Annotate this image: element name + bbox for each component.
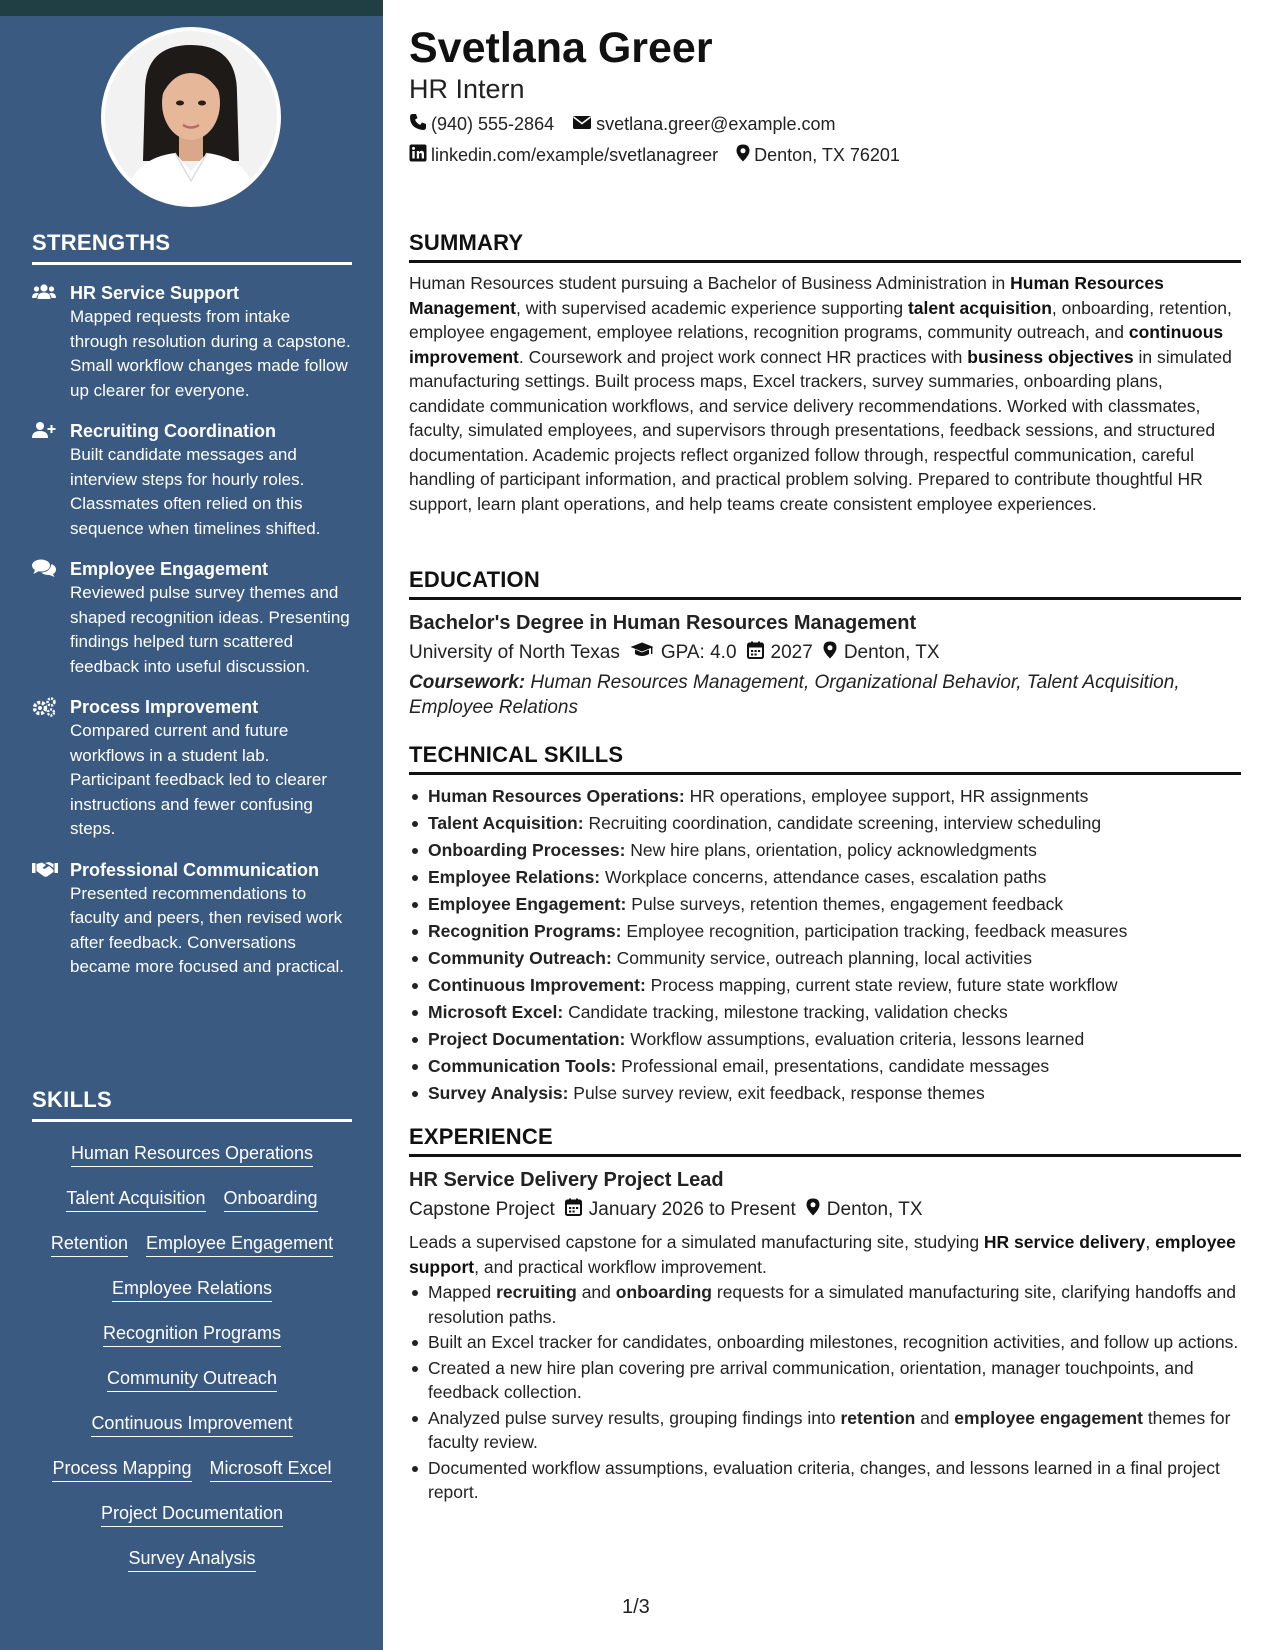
strength-title: Process Improvement — [70, 697, 259, 717]
contact-line — [409, 113, 835, 136]
skill-tag: Employee Engagement — [146, 1232, 333, 1257]
comments-icon — [32, 557, 70, 679]
candidate-role: HR Intern — [409, 74, 525, 104]
candidate-name: Svetlana Greer — [409, 24, 713, 72]
users-icon — [32, 281, 70, 403]
list-item: Documented workflow assumptions, evaluation criteria, changes, and lessons learned in a final project report. — [409, 1456, 1241, 1505]
skills-heading: SKILLS — [32, 1087, 352, 1122]
strength-title: Professional Communication — [70, 859, 320, 880]
education-heading: EDUCATION — [409, 567, 1241, 600]
skill-tag: Employee Relations — [112, 1277, 272, 1302]
map-pin-icon — [736, 144, 750, 167]
email-address: svetlana.greer@example.com — [596, 114, 836, 134]
list-item: Built an Excel tracker for candidates, onboarding milestones, recognition activities, and follow up actions. — [409, 1330, 1241, 1355]
strength-description: Built candidate messages and interview steps for hourly roles. Classmates often relied on this sequence when timelines shifted. — [70, 445, 321, 538]
contact-line — [409, 144, 900, 167]
gears-icon — [32, 695, 70, 842]
list-item: Project Documentation: Workflow assumptions, evaluation criteria, lessons learned — [409, 1026, 1241, 1053]
job-summary: Leads a supervised capstone for a simulated manufacturing site, studying HR service delivery, employee support, and practical workflow improvement. — [409, 1232, 1236, 1277]
coursework — [409, 671, 1241, 720]
location-contact — [736, 144, 900, 167]
summary-heading: SUMMARY — [409, 230, 1241, 263]
phone-icon — [409, 113, 427, 136]
skill-tag: Recognition Programs — [103, 1322, 281, 1347]
list-item: Employee Relations: Workplace concerns, attendance cases, escalation paths — [409, 864, 1241, 891]
experience-location-item — [806, 1198, 923, 1222]
handshake-icon — [32, 858, 70, 980]
summary-text: Human Resources student pursuing a Bachelor of Business Administration in Human Resources Management, with supervised academic experience supporting talent acquisition, onboarding, retention, employee engagement, employee relations, recognition programs, community outreach, and continuous improvement. Coursework and project work connect HR practices with business objectives in simulated manufacturing settings. Built process maps, Excel trackers, survey summaries, onboarding plans, candidate communication workflows, and service delivery recommendations. Worked with classmates, faculty, simulated employees, and supervisors through presentations, feedback sessions, and structured documentation. Academic projects reflect organized follow through, respectful communication, careful handling of participant information, and practical problem solving. Prepared to contribute thoughtful HR support, learn plant operations, and help teams create consistent employee experiences. — [409, 273, 1232, 514]
skill-tag: Project Documentation — [101, 1502, 283, 1527]
calendar-icon — [747, 641, 764, 665]
linkedin-icon — [409, 144, 427, 167]
strength-item — [32, 695, 352, 842]
education-section — [409, 567, 1241, 720]
job-dates: January 2026 to Present — [588, 1199, 796, 1220]
graduation-year: 2027 — [770, 642, 813, 663]
experience-heading: EXPERIENCE — [409, 1124, 1241, 1157]
list-item: Talent Acquisition: Recruiting coordination, candidate screening, interview scheduling — [409, 810, 1241, 837]
skill-tag: Retention — [51, 1232, 128, 1257]
strength-title: Recruiting Coordination — [70, 421, 276, 441]
linkedin-contact — [409, 144, 718, 167]
sidebar-top-bar — [0, 0, 383, 16]
education-meta — [409, 641, 1241, 665]
job-title: HR Service Delivery Project Lead — [409, 1169, 724, 1191]
list-item: Created a new hire plan covering pre arrival communication, orientation, manager touchpoints, and feedback collection. — [409, 1356, 1241, 1405]
skill-row — [32, 1447, 352, 1492]
skill-row — [32, 1222, 352, 1267]
skill-tag: Continuous Improvement — [91, 1412, 292, 1437]
user-plus-icon — [32, 419, 70, 541]
list-item: Mapped recruiting and onboarding requests for a simulated manufacturing site, clarifying handoffs and resolution paths. — [409, 1280, 1241, 1329]
strength-title: HR Service Support — [70, 283, 240, 303]
technical-skills-list — [409, 783, 1241, 1107]
graduation-cap-icon — [630, 642, 654, 664]
organization-name: Capstone Project — [409, 1199, 555, 1220]
profile-photo — [101, 27, 281, 207]
skill-tag: Talent Acquisition — [66, 1187, 205, 1212]
list-item: Analyzed pulse survey results, grouping findings into retention and employee engagement themes for faculty review. — [409, 1406, 1241, 1455]
strength-description: Compared current and future workflows in a student lab. Participant feedback led to clearer instructions and fewer confusing steps. — [70, 721, 328, 838]
degree-title: Bachelor's Degree in Human Resources Management — [409, 612, 917, 634]
strengths-section — [32, 230, 352, 980]
technical-skills-heading: TECHNICAL SKILLS — [409, 742, 1241, 775]
skills-tags — [32, 1132, 352, 1582]
list-item: Survey Analysis: Pulse survey review, exit feedback, response themes — [409, 1080, 1241, 1107]
skill-tag: Onboarding — [224, 1187, 318, 1212]
experience-bullets — [409, 1280, 1241, 1505]
email-contact — [572, 114, 835, 135]
skill-row — [32, 1177, 352, 1222]
location-text: Denton, TX 76201 — [754, 145, 900, 165]
coursework-list: Human Resources Management, Organizational Behavior, Talent Acquisition, Employee Relations — [409, 672, 1180, 718]
page-number: 1/3 — [622, 1596, 650, 1618]
skill-row — [32, 1402, 352, 1447]
skill-row — [32, 1492, 352, 1537]
strength-item — [32, 281, 352, 403]
envelope-icon — [572, 114, 592, 135]
skill-tag: Survey Analysis — [128, 1547, 255, 1572]
skill-tag: Process Mapping — [52, 1457, 191, 1482]
technical-skills-section — [409, 742, 1241, 1107]
skills-section — [32, 1087, 352, 1582]
experience-meta — [409, 1198, 1241, 1222]
skill-row — [32, 1357, 352, 1402]
skill-row — [32, 1312, 352, 1357]
strength-item — [32, 557, 352, 679]
strength-description: Reviewed pulse survey themes and shaped recognition ideas. Presenting findings helped turn scattered feedback into useful discussion. — [70, 583, 350, 676]
skill-row — [32, 1537, 352, 1582]
map-pin-icon — [823, 641, 837, 665]
strength-description: Mapped requests from intake through resolution during a capstone. Small workflow changes made follow up clearer for everyone. — [70, 307, 351, 400]
skill-tag: Community Outreach — [107, 1367, 277, 1392]
skill-tag: Microsoft Excel — [210, 1457, 332, 1482]
job-location: Denton, TX — [826, 1199, 923, 1220]
phone-number: (940) 555-2864 — [431, 114, 555, 134]
linkedin-url: linkedin.com/example/svetlanagreer — [431, 145, 719, 165]
strength-item — [32, 858, 352, 980]
experience-section — [409, 1124, 1241, 1506]
strength-title: Employee Engagement — [70, 559, 269, 579]
skill-row — [32, 1132, 352, 1177]
list-item: Continuous Improvement: Process mapping, current state review, future state workflow — [409, 972, 1241, 999]
school-name: University of North Texas — [409, 642, 620, 663]
phone-contact — [409, 113, 554, 136]
skill-tag: Human Resources Operations — [71, 1142, 313, 1167]
dates-item — [565, 1198, 796, 1222]
list-item: Communication Tools: Professional email, presentations, candidate messages — [409, 1053, 1241, 1080]
list-item: Recognition Programs: Employee recognition, participation tracking, feedback measures — [409, 918, 1241, 945]
year-item — [747, 641, 813, 665]
skill-row — [32, 1267, 352, 1312]
summary-section — [409, 230, 1241, 516]
calendar-icon — [565, 1198, 582, 1222]
strengths-heading: STRENGTHS — [32, 230, 352, 265]
list-item: Employee Engagement: Pulse surveys, retention themes, engagement feedback — [409, 891, 1241, 918]
education-location-item — [823, 641, 940, 665]
gpa-value: GPA: 4.0 — [660, 642, 737, 663]
gpa-item — [630, 642, 737, 664]
strength-description: Presented recommendations to faculty and peers, then revised work after feedback. Conversations became more focused and practical. — [70, 883, 345, 976]
list-item: Onboarding Processes: New hire plans, orientation, policy acknowledgments — [409, 837, 1241, 864]
education-location: Denton, TX — [843, 642, 940, 663]
sidebar — [0, 0, 383, 1650]
strength-item — [32, 419, 352, 541]
list-item: Community Outreach: Community service, outreach planning, local activities — [409, 945, 1241, 972]
list-item: Human Resources Operations: HR operations, employee support, HR assignments — [409, 783, 1241, 810]
coursework-label: Coursework: — [409, 672, 526, 693]
list-item: Microsoft Excel: Candidate tracking, milestone tracking, validation checks — [409, 999, 1241, 1026]
map-pin-icon — [806, 1198, 820, 1222]
